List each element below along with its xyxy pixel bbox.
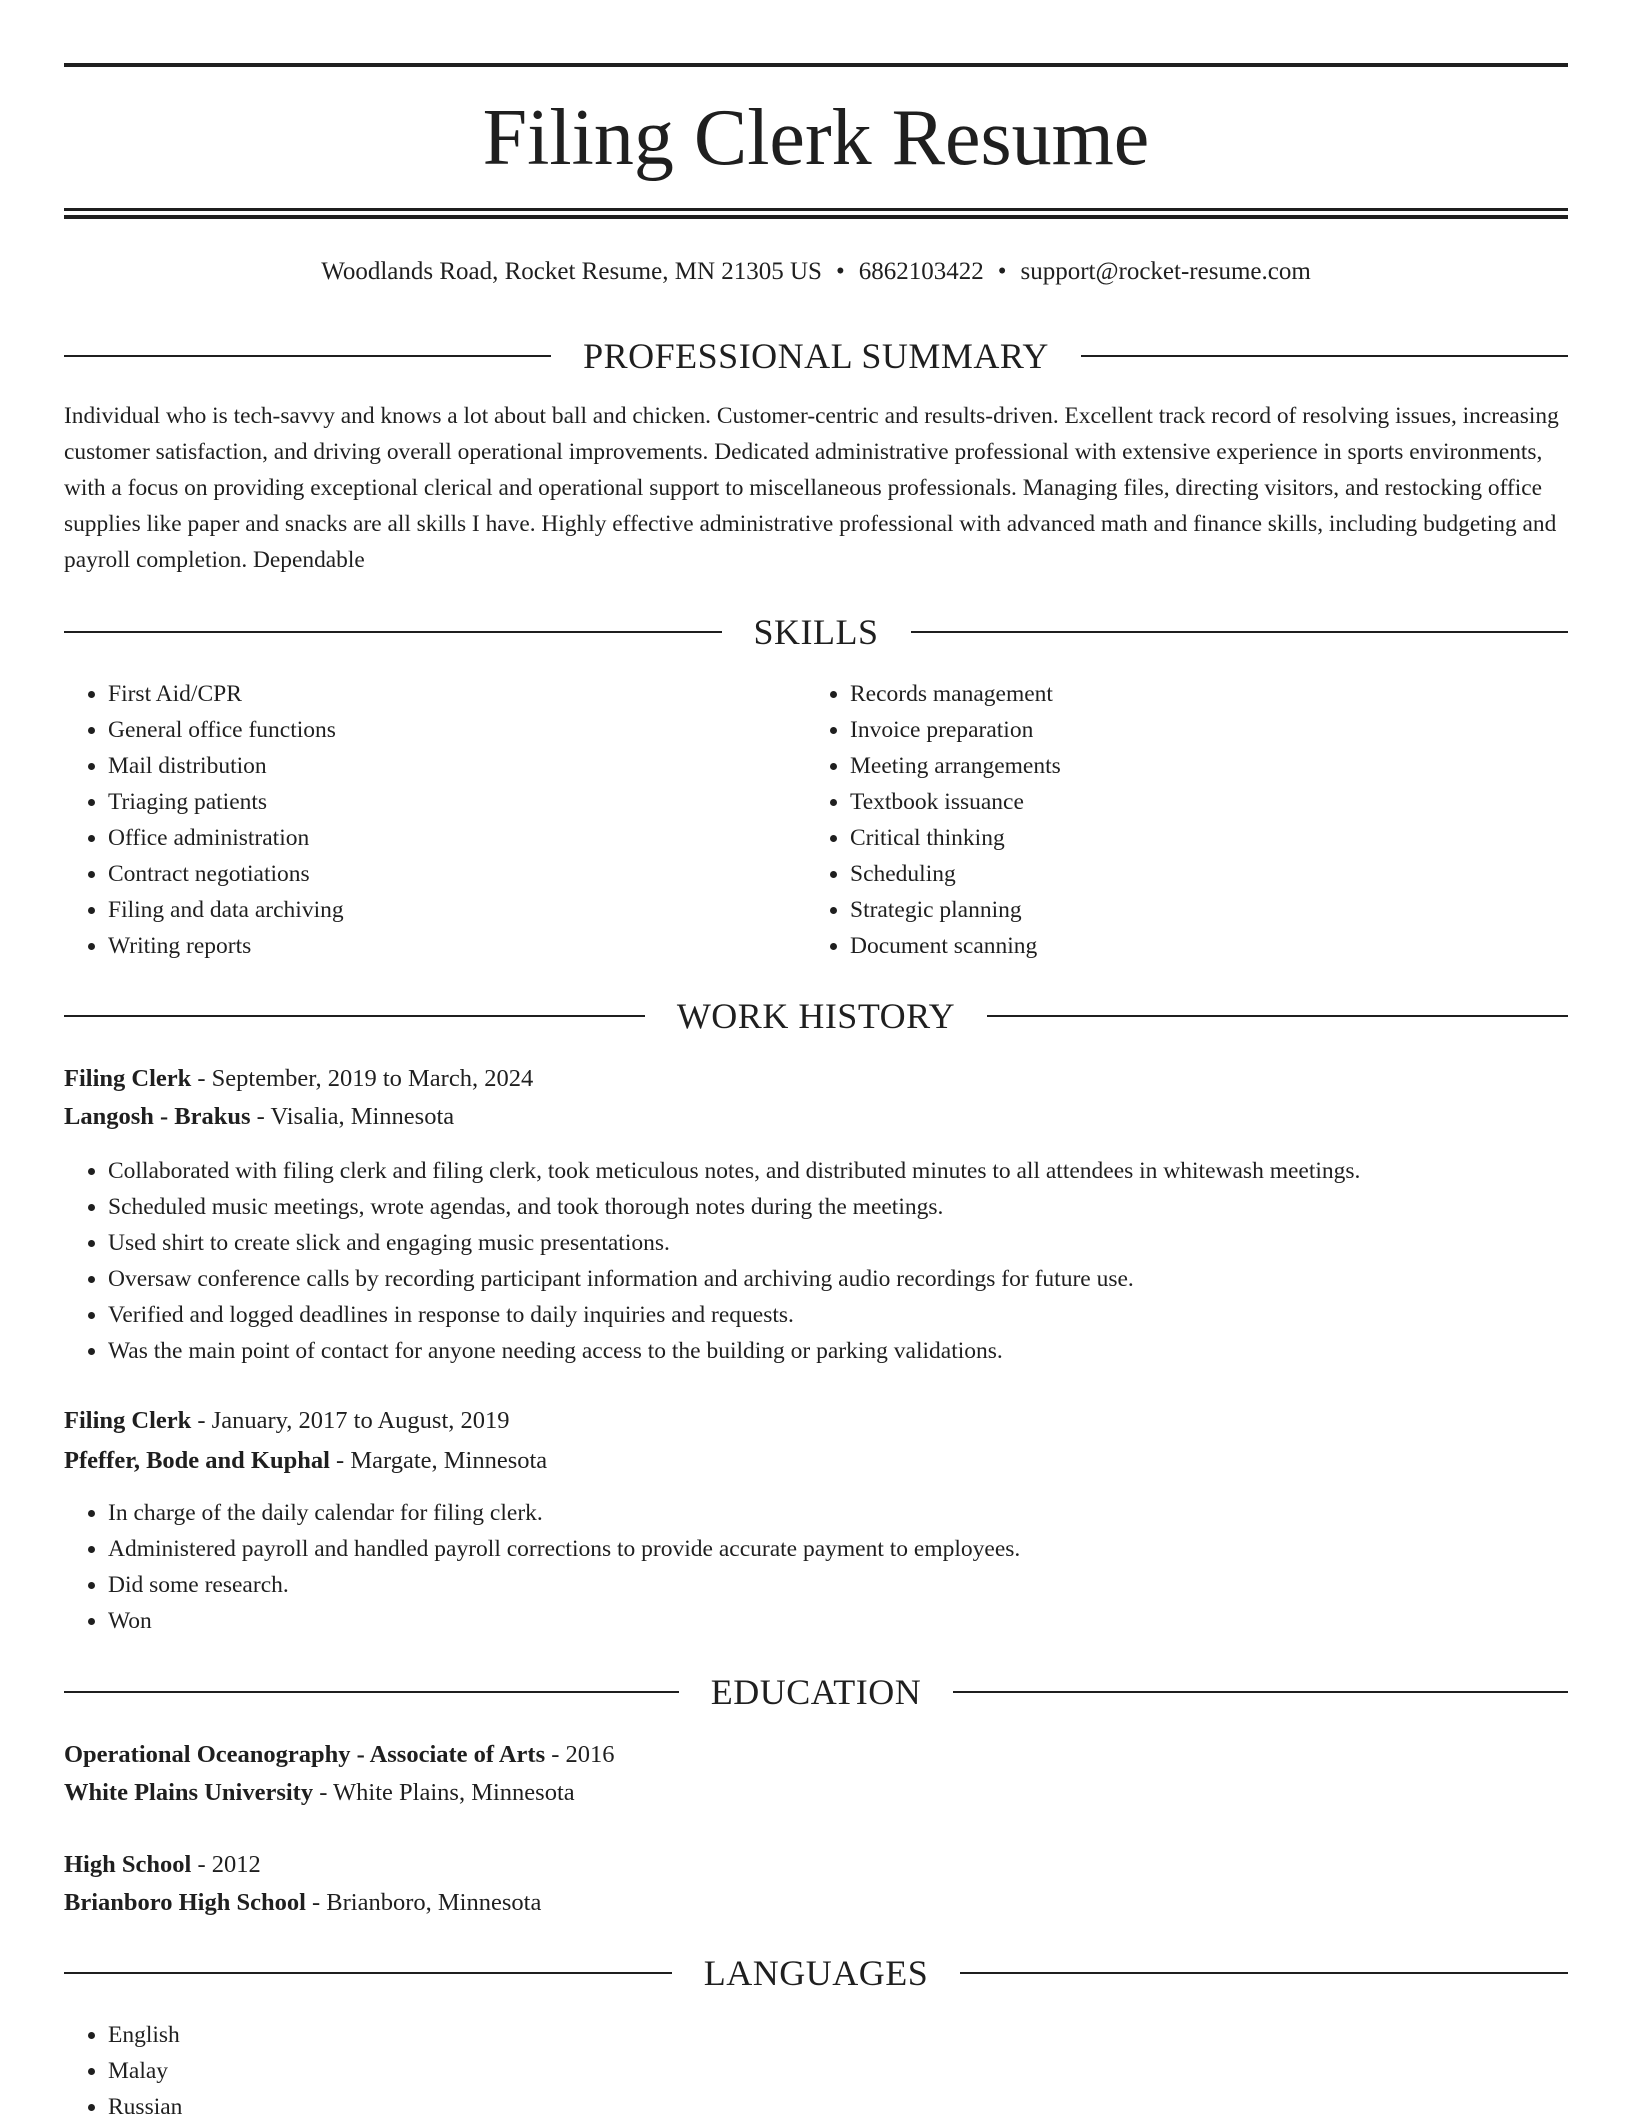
graduation-year: - 2016 bbox=[545, 1741, 615, 1768]
job-bullets bbox=[64, 1153, 1612, 1369]
contact-line bbox=[64, 252, 1568, 292]
list-item: • Document scanning bbox=[850, 928, 1550, 964]
list-item: • Used shirt to create slick and engaging music presentations. bbox=[108, 1225, 1612, 1261]
degree-line bbox=[64, 1846, 1568, 1884]
list-item: • Strategic planning bbox=[850, 892, 1550, 928]
job-title-line bbox=[64, 1060, 1568, 1098]
section-title: EDUCATION bbox=[710, 1672, 922, 1712]
job-company-line bbox=[64, 1098, 1568, 1136]
list-item: • Textbook issuance bbox=[850, 784, 1550, 820]
section-heading-skills bbox=[64, 607, 1568, 657]
degree-line bbox=[64, 1736, 1568, 1774]
title-rule-upper bbox=[64, 208, 1568, 211]
job-company-line bbox=[64, 1442, 1568, 1480]
degree: Operational Oceanography - Associate of Arts bbox=[64, 1741, 546, 1768]
heading-rule bbox=[64, 1015, 645, 1017]
section-title: SKILLS bbox=[753, 612, 879, 652]
section-title: LANGUAGES bbox=[703, 1953, 929, 1993]
list-item: • Contract negotiations bbox=[108, 856, 808, 892]
list-item: • Malay bbox=[108, 2053, 808, 2089]
contact-separator: • bbox=[835, 258, 845, 285]
school-location: - Brianboro, Minnesota bbox=[305, 1889, 542, 1916]
skills-list-left bbox=[64, 676, 808, 964]
summary-text: Individual who is tech-savvy and knows a lot about ball and chicken. Customer-centric and results-driven. Excellent track record of resolving issues, increasing customer satisfaction, and driving overall operational improvements. Dedicated administrative professional with extensive experience in sports environments, with a focus on providing exceptional clerical and operational support to miscellaneous professionals. Managing files, directing visitors, and restocking office supplies like paper and snacks are all skills I have. Highly effective administrative professional with advanced math and finance skills, including budgeting and payroll completion. Dependable bbox=[64, 403, 1559, 573]
list-item: • Critical thinking bbox=[850, 820, 1550, 856]
job-company: Pfeffer, Bode and Kuphal bbox=[64, 1447, 330, 1474]
list-item: • Records management bbox=[850, 676, 1550, 712]
list-item: • Meeting arrangements bbox=[850, 748, 1550, 784]
school-line bbox=[64, 1884, 1568, 1922]
job-location: - Margate, Minnesota bbox=[329, 1447, 548, 1474]
list-item: • Collaborated with filing clerk and filing clerk, took meticulous notes, and distributed minutes to all attendees in whitewash meetings. bbox=[108, 1153, 1612, 1189]
heading-rule bbox=[953, 1691, 1568, 1693]
heading-rule bbox=[960, 1972, 1568, 1974]
languages-list bbox=[64, 2017, 808, 2125]
job-company: Langosh - Brakus bbox=[64, 1103, 251, 1130]
graduation-year: - 2012 bbox=[191, 1851, 261, 1878]
contact-separator: • bbox=[997, 258, 1007, 285]
list-item: • Did some research. bbox=[108, 1567, 1612, 1603]
page-title: Filing Clerk Resume bbox=[482, 94, 1150, 182]
list-item: • Won bbox=[108, 1603, 1612, 1639]
list-item: • Filing and data archiving bbox=[108, 892, 808, 928]
heading-rule bbox=[64, 1691, 679, 1693]
skills-list-right bbox=[806, 676, 1550, 964]
list-item: • Was the main point of contact for anyone needing access to the building or parking validations. bbox=[108, 1333, 1612, 1369]
section-heading-summary bbox=[64, 331, 1568, 381]
list-item: • First Aid/CPR bbox=[108, 676, 808, 712]
list-item: • Oversaw conference calls by recording participant information and archiving audio recordings for future use. bbox=[108, 1261, 1612, 1297]
list-item: • Scheduled music meetings, wrote agendas, and took thorough notes during the meetings. bbox=[108, 1189, 1612, 1225]
list-item: • Office administration bbox=[108, 820, 808, 856]
job-title-line bbox=[64, 1402, 1568, 1440]
job-dates: - January, 2017 to August, 2019 bbox=[191, 1407, 510, 1434]
school-name: Brianboro High School bbox=[64, 1889, 306, 1916]
list-item: • Invoice preparation bbox=[850, 712, 1550, 748]
school-name: White Plains University bbox=[64, 1779, 314, 1806]
section-heading-languages bbox=[64, 1948, 1568, 1998]
degree: High School bbox=[64, 1851, 192, 1878]
job-title: Filing Clerk bbox=[64, 1065, 192, 1092]
job-location: - Visalia, Minnesota bbox=[250, 1103, 455, 1130]
list-item: • Russian bbox=[108, 2089, 808, 2125]
job-dates: - September, 2019 to March, 2024 bbox=[191, 1065, 534, 1092]
list-item: • English bbox=[108, 2017, 808, 2053]
title-rule-lower bbox=[64, 215, 1568, 219]
heading-rule bbox=[64, 1972, 672, 1974]
school-location: - White Plains, Minnesota bbox=[313, 1779, 575, 1806]
top-rule bbox=[64, 63, 1568, 67]
heading-rule bbox=[64, 355, 551, 357]
section-heading-work bbox=[64, 991, 1568, 1041]
contact-phone: 6862103422 bbox=[858, 258, 984, 285]
list-item: • General office functions bbox=[108, 712, 808, 748]
heading-rule bbox=[64, 631, 722, 633]
list-item: • In charge of the daily calendar for filing clerk. bbox=[108, 1495, 1612, 1531]
contact-email: support@rocket-resume.com bbox=[1020, 258, 1311, 285]
job-bullets bbox=[64, 1495, 1612, 1639]
list-item: • Verified and logged deadlines in response to daily inquiries and requests. bbox=[108, 1297, 1612, 1333]
list-item: • Writing reports bbox=[108, 928, 808, 964]
section-title: WORK HISTORY bbox=[676, 996, 956, 1036]
list-item: • Triaging patients bbox=[108, 784, 808, 820]
job-title: Filing Clerk bbox=[64, 1407, 192, 1434]
list-item: • Scheduling bbox=[850, 856, 1550, 892]
heading-rule bbox=[1081, 355, 1568, 357]
heading-rule bbox=[987, 1015, 1568, 1017]
school-line bbox=[64, 1774, 1568, 1812]
contact-address: Woodlands Road, Rocket Resume, MN 21305 US bbox=[321, 258, 822, 285]
section-title: PROFESSIONAL SUMMARY bbox=[583, 336, 1049, 376]
heading-rule bbox=[911, 631, 1569, 633]
section-heading-education bbox=[64, 1667, 1568, 1717]
list-item: • Administered payroll and handled payroll corrections to provide accurate payment to employees. bbox=[108, 1531, 1612, 1567]
list-item: • Mail distribution bbox=[108, 748, 808, 784]
